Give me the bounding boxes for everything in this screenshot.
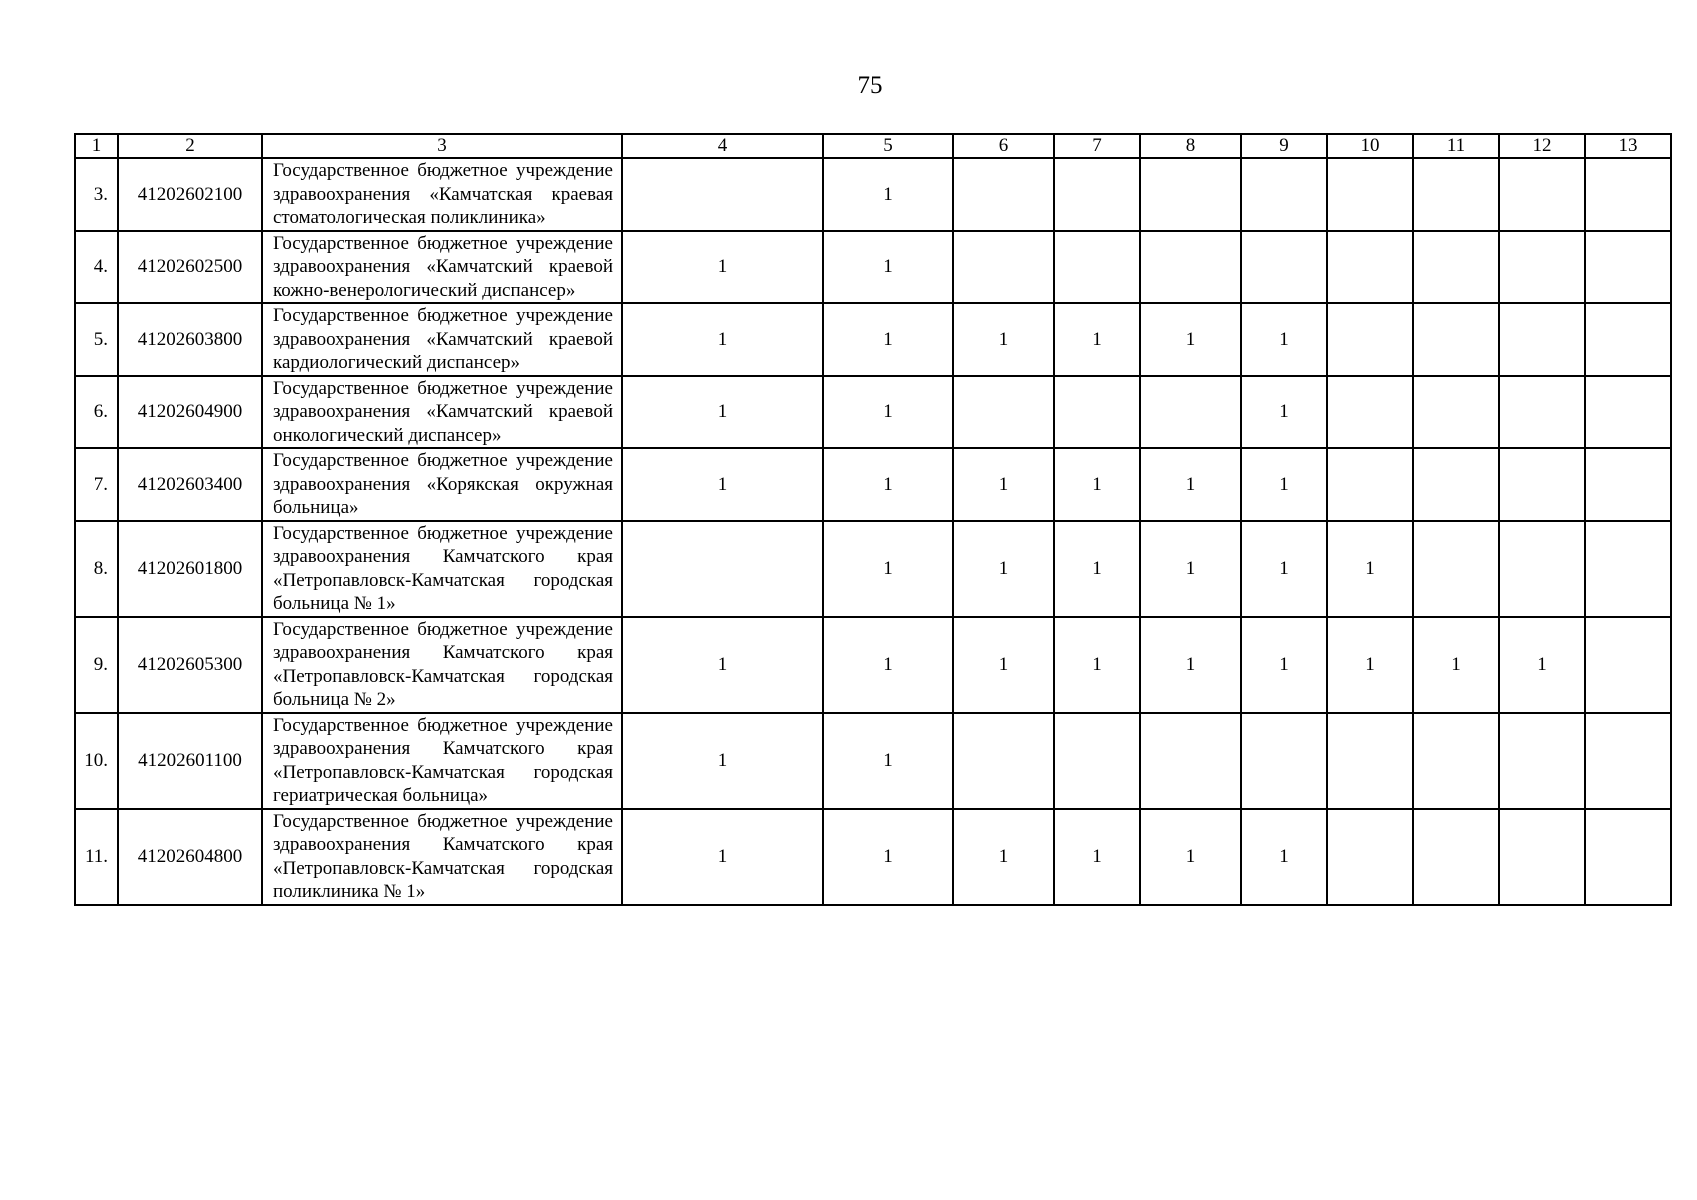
value-cell: 1 [1140, 303, 1241, 376]
value-cell [1499, 809, 1585, 905]
institution-code: 41202604900 [118, 376, 262, 449]
institution-name: Государственное бюджетное учреждение здравоохранения «Корякская окружная больница» [262, 448, 622, 521]
value-cell [1585, 809, 1671, 905]
value-cell: 1 [1241, 376, 1327, 449]
table-row [75, 521, 1671, 617]
table-row [75, 158, 1671, 231]
value-cell: 1 [1140, 521, 1241, 617]
value-cell [1499, 521, 1585, 617]
value-cell [1499, 303, 1585, 376]
table-row [75, 448, 1671, 521]
value-cell: 1 [953, 303, 1054, 376]
column-header: 3 [262, 134, 622, 158]
institution-name: Государственное бюджетное учреждение здравоохранения Камчатского края «Петропавловск-Камчатская городская больница № 2» [262, 617, 622, 713]
value-cell [1585, 303, 1671, 376]
value-cell: 1 [823, 376, 953, 449]
value-cell: 1 [622, 376, 823, 449]
value-cell: 1 [1140, 809, 1241, 905]
column-header: 11 [1413, 134, 1499, 158]
column-header: 5 [823, 134, 953, 158]
institution-code: 41202601100 [118, 713, 262, 809]
column-header: 6 [953, 134, 1054, 158]
row-number: 4. [75, 231, 118, 304]
institution-name: Государственное бюджетное учреждение здравоохранения Камчатского края «Петропавловск-Камчатская городская больница № 1» [262, 521, 622, 617]
value-cell [1413, 521, 1499, 617]
value-cell [1054, 713, 1140, 809]
value-cell [1241, 713, 1327, 809]
value-cell: 1 [823, 448, 953, 521]
value-cell [1140, 158, 1241, 231]
institution-name: Государственное бюджетное учреждение здравоохранения «Камчатский краевой кожно-венерологический диспансер» [262, 231, 622, 304]
row-number: 8. [75, 521, 118, 617]
value-cell: 1 [1241, 448, 1327, 521]
column-header: 9 [1241, 134, 1327, 158]
value-cell: 1 [1054, 448, 1140, 521]
institution-code: 41202602500 [118, 231, 262, 304]
value-cell: 1 [622, 809, 823, 905]
value-cell: 1 [953, 521, 1054, 617]
value-cell [1585, 617, 1671, 713]
value-cell [1585, 713, 1671, 809]
value-cell: 1 [953, 448, 1054, 521]
value-cell: 1 [823, 158, 953, 231]
value-cell: 1 [823, 521, 953, 617]
row-number: 7. [75, 448, 118, 521]
value-cell: 1 [1054, 303, 1140, 376]
page-number: 75 [857, 72, 883, 99]
value-cell: 1 [953, 617, 1054, 713]
value-cell [1499, 376, 1585, 449]
value-cell: 1 [1241, 303, 1327, 376]
table-body [75, 134, 1671, 905]
value-cell: 1 [823, 303, 953, 376]
column-header: 4 [622, 134, 823, 158]
value-cell: 1 [1140, 617, 1241, 713]
institution-name: Государственное бюджетное учреждение здравоохранения «Камчатский краевой онкологический диспансер» [262, 376, 622, 449]
table-row [75, 713, 1671, 809]
table-row [75, 809, 1671, 905]
value-cell [1054, 231, 1140, 304]
value-cell [1499, 231, 1585, 304]
value-cell: 1 [823, 713, 953, 809]
value-cell: 1 [622, 448, 823, 521]
value-cell [1585, 521, 1671, 617]
value-cell [1327, 231, 1413, 304]
table-row [75, 376, 1671, 449]
value-cell [953, 158, 1054, 231]
table-row [75, 231, 1671, 304]
value-cell: 1 [1054, 809, 1140, 905]
value-cell [1413, 809, 1499, 905]
value-cell [1499, 448, 1585, 521]
value-cell: 1 [622, 303, 823, 376]
value-cell [953, 231, 1054, 304]
value-cell [1241, 158, 1327, 231]
value-cell [1499, 713, 1585, 809]
value-cell: 1 [622, 617, 823, 713]
row-number: 9. [75, 617, 118, 713]
value-cell [953, 376, 1054, 449]
value-cell: 1 [622, 713, 823, 809]
institution-code: 41202605300 [118, 617, 262, 713]
value-cell [1585, 376, 1671, 449]
value-cell: 1 [1241, 521, 1327, 617]
table-row [75, 303, 1671, 376]
value-cell: 1 [622, 231, 823, 304]
value-cell [1327, 448, 1413, 521]
value-cell: 1 [1054, 521, 1140, 617]
institution-code: 41202604800 [118, 809, 262, 905]
value-cell [1327, 376, 1413, 449]
institution-name: Государственное бюджетное учреждение здравоохранения Камчатского края «Петропавловск-Камчатская городская гериатрическая больница» [262, 713, 622, 809]
value-cell [1327, 809, 1413, 905]
row-number: 6. [75, 376, 118, 449]
row-number: 10. [75, 713, 118, 809]
row-number: 11. [75, 809, 118, 905]
value-cell: 1 [823, 617, 953, 713]
table-row [75, 617, 1671, 713]
value-cell: 1 [1241, 617, 1327, 713]
value-cell: 1 [1140, 448, 1241, 521]
header-row [75, 134, 1671, 158]
column-header: 8 [1140, 134, 1241, 158]
value-cell [1499, 158, 1585, 231]
value-cell [1413, 303, 1499, 376]
institution-name: Государственное бюджетное учреждение здравоохранения «Камчатский краевой кардиологический диспансер» [262, 303, 622, 376]
institution-code: 41202603400 [118, 448, 262, 521]
row-number: 3. [75, 158, 118, 231]
column-header: 7 [1054, 134, 1140, 158]
institution-name: Государственное бюджетное учреждение здравоохранения Камчатского края «Петропавловск-Камчатская городская поликлиника № 1» [262, 809, 622, 905]
value-cell: 1 [823, 231, 953, 304]
value-cell [1327, 158, 1413, 231]
value-cell [1140, 231, 1241, 304]
column-header: 10 [1327, 134, 1413, 158]
value-cell [1327, 713, 1413, 809]
value-cell [1140, 713, 1241, 809]
value-cell: 1 [1241, 809, 1327, 905]
institution-code: 41202601800 [118, 521, 262, 617]
value-cell: 1 [1327, 521, 1413, 617]
value-cell [953, 713, 1054, 809]
value-cell: 1 [823, 809, 953, 905]
value-cell [1413, 376, 1499, 449]
row-number: 5. [75, 303, 118, 376]
value-cell [1413, 158, 1499, 231]
value-cell [1241, 231, 1327, 304]
value-cell [622, 158, 823, 231]
value-cell [1413, 713, 1499, 809]
institution-code: 41202602100 [118, 158, 262, 231]
registry-table [74, 133, 1672, 906]
column-header: 13 [1585, 134, 1671, 158]
column-header: 2 [118, 134, 262, 158]
value-cell: 1 [1499, 617, 1585, 713]
value-cell: 1 [1327, 617, 1413, 713]
value-cell [1585, 158, 1671, 231]
value-cell [1140, 376, 1241, 449]
value-cell [1585, 448, 1671, 521]
value-cell [1054, 158, 1140, 231]
value-cell [1413, 231, 1499, 304]
value-cell [1585, 231, 1671, 304]
value-cell: 1 [953, 809, 1054, 905]
value-cell: 1 [1413, 617, 1499, 713]
value-cell [1327, 303, 1413, 376]
institution-name: Государственное бюджетное учреждение здравоохранения «Камчатская краевая стоматологическая поликлиника» [262, 158, 622, 231]
column-header: 1 [75, 134, 118, 158]
column-header: 12 [1499, 134, 1585, 158]
value-cell [622, 521, 823, 617]
value-cell: 1 [1054, 617, 1140, 713]
value-cell [1054, 376, 1140, 449]
institution-code: 41202603800 [118, 303, 262, 376]
value-cell [1413, 448, 1499, 521]
